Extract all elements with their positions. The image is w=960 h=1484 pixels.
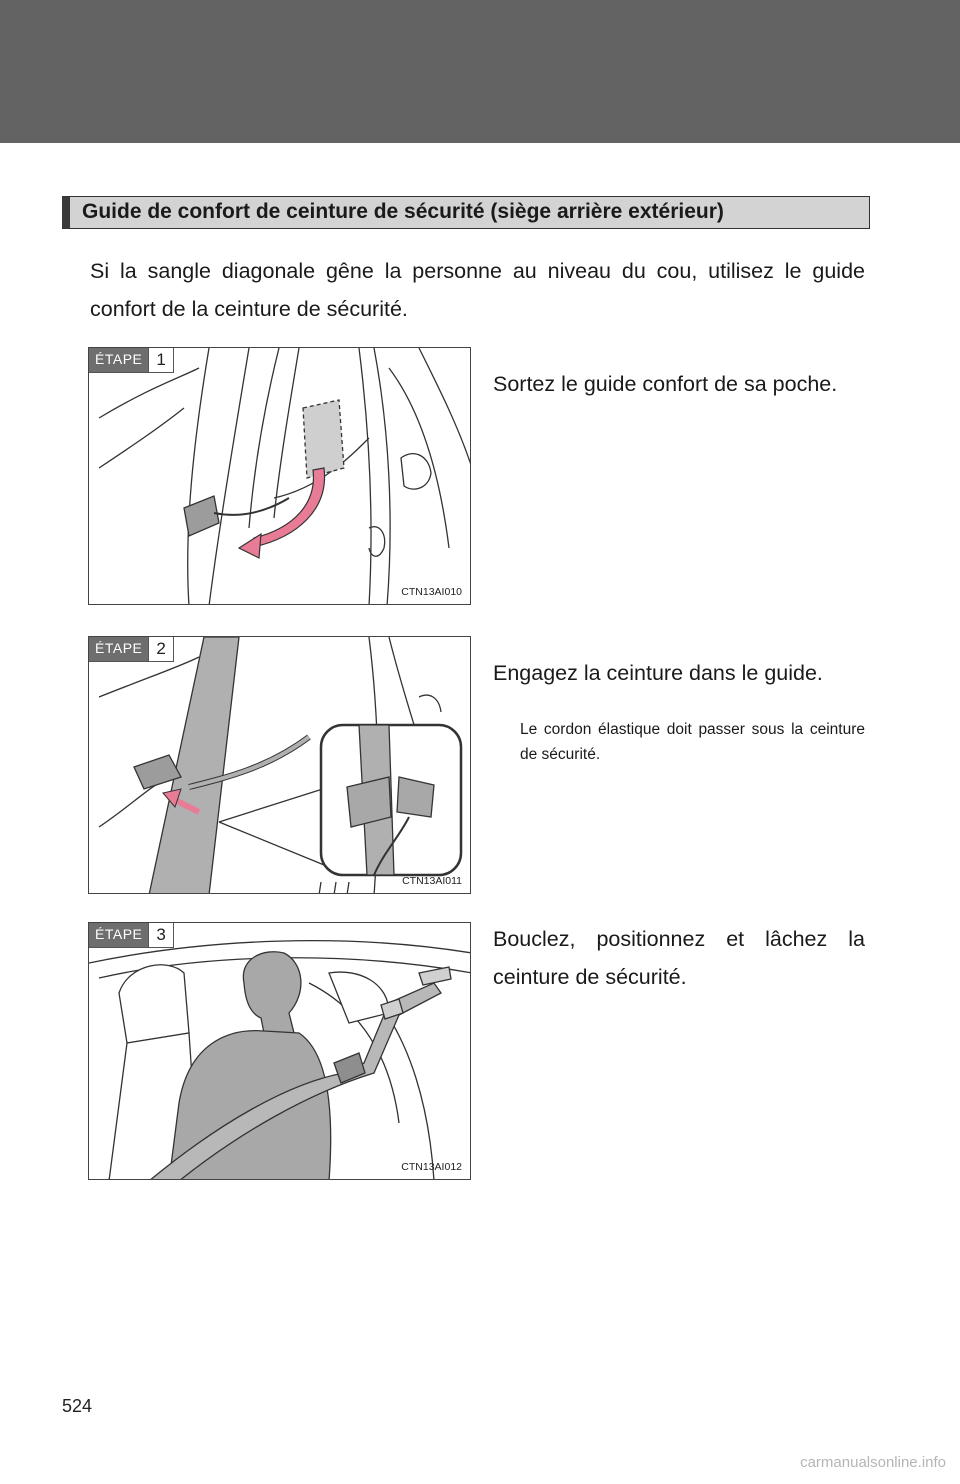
step-label: ÉTAPE: [89, 348, 148, 372]
intro-paragraph: Si la sangle diagonale gêne la personne au niveau du cou, utilisez le guide confort de la ceinture de sécurité.: [90, 259, 865, 321]
seatbelt-guide-illustration: [89, 637, 471, 894]
figure-code: CTN13AI010: [401, 586, 462, 598]
step-label: ÉTAPE: [89, 637, 148, 661]
step-badge-2: [89, 637, 174, 662]
section-title: Guide de confort de ceinture de sécurité (siège arrière extérieur): [62, 196, 870, 229]
figure-code: CTN13AI011: [402, 875, 462, 887]
header-band: [0, 0, 960, 143]
watermark: carmanualsonline.info: [800, 1454, 946, 1471]
step-2-text: Engagez la ceinture dans le guide.: [493, 661, 823, 685]
step-1-text: Sortez le guide confort de sa poche.: [493, 372, 838, 396]
step-badge-1: [89, 348, 174, 373]
figure-step-3: [88, 922, 471, 1180]
figure-step-2: [88, 636, 471, 894]
figure-step-1: [88, 347, 471, 605]
figure-code: CTN13AI012: [401, 1161, 462, 1173]
step-number: 1: [148, 348, 172, 372]
seated-passenger-illustration: [89, 923, 471, 1180]
step-number: 2: [148, 637, 172, 661]
step-number: 3: [148, 923, 172, 947]
step-badge-3: [89, 923, 174, 948]
seatbelt-pocket-illustration: [89, 348, 471, 605]
step-2-note: Le cordon élastique doit passer sous la ceinture de sécurité.: [520, 721, 865, 763]
step-3-text: Bouclez, positionnez et lâchez la ceinture de sécurité.: [493, 927, 865, 989]
page-number: 524: [62, 1396, 93, 1416]
step-label: ÉTAPE: [89, 923, 148, 947]
